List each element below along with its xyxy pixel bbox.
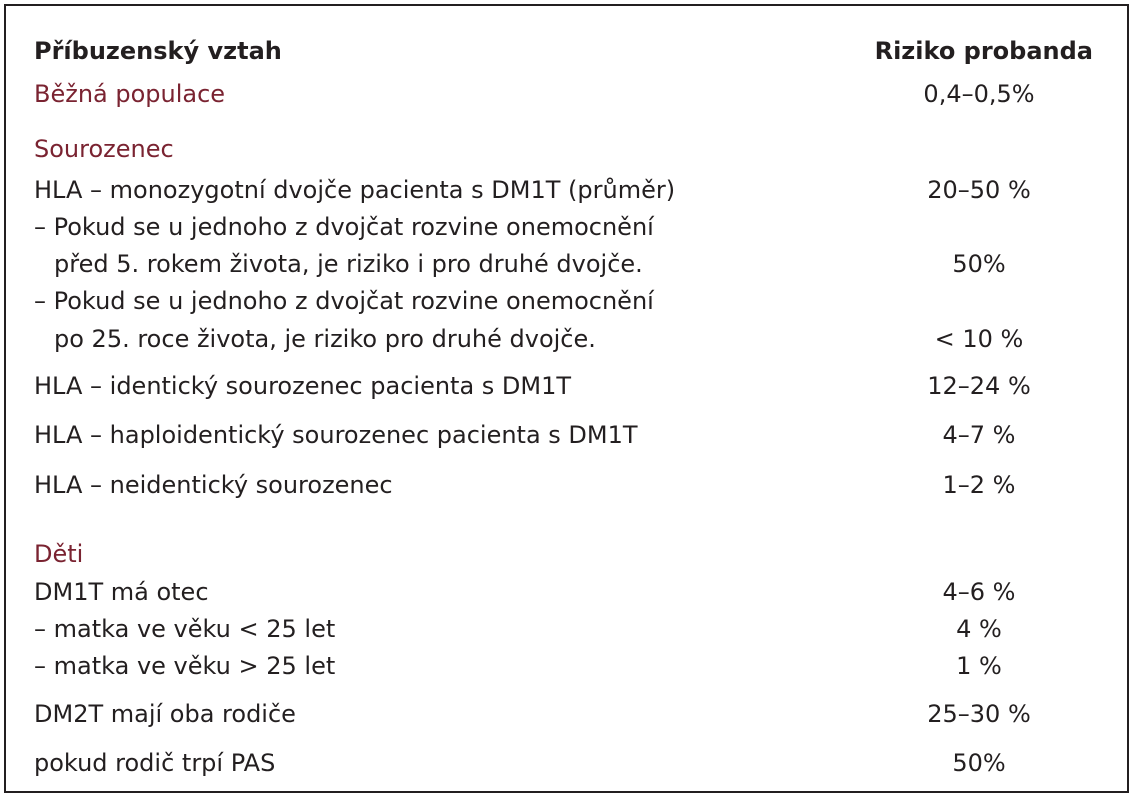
row-value: 25–30 %: [927, 700, 1031, 728]
section-label-siblings: Sourozenec: [34, 135, 174, 163]
row-label: HLA – identický sourozenec pacienta s DM1T: [34, 372, 572, 400]
table-row: [34, 244, 1099, 284]
row-value: < 10 %: [934, 325, 1024, 353]
row-value: 0,4–0,5%: [923, 80, 1035, 108]
row-value: 12–24 %: [927, 372, 1031, 400]
row-label: – matka ve věku > 25 let: [34, 652, 336, 680]
row-value: 20–50 %: [927, 176, 1031, 204]
row-label: HLA – haploidentický sourozenec pacienta s DM1T: [34, 421, 638, 449]
row-value: 4 %: [956, 615, 1002, 643]
table-row: [34, 207, 1099, 247]
row-value: 4–7 %: [942, 421, 1016, 449]
header-relation: Příbuzenský vztah: [34, 37, 282, 65]
section-children: [34, 534, 1099, 574]
section-label-children: Děti: [34, 540, 84, 568]
row-label: – Pokud se u jednoho z dvojčat rozvine onemocnění: [34, 213, 654, 241]
row-label: HLA – monozygotní dvojče pacienta s DM1T (průměr): [34, 176, 676, 204]
table-row: [34, 415, 1099, 455]
table-header: [34, 31, 1099, 71]
table-row: [34, 319, 1099, 359]
section-label-general: Běžná populace: [34, 80, 226, 108]
row-label: DM1T má otec: [34, 578, 209, 606]
table-row: [34, 170, 1099, 210]
row-label: pokud rodič trpí PAS: [34, 749, 276, 777]
row-label: před 5. rokem života, je riziko i pro druhé dvojče.: [54, 250, 643, 278]
table-frame: [4, 4, 1129, 793]
row-value: 1 %: [956, 652, 1002, 680]
row-label: – matka ve věku < 25 let: [34, 615, 336, 643]
section-siblings: [34, 129, 1099, 169]
table-row: [34, 609, 1099, 649]
table-row: [34, 366, 1099, 406]
row-value: 50%: [952, 749, 1006, 777]
row-value: 50%: [952, 250, 1006, 278]
row-general-population: [34, 74, 1099, 114]
table-row: [34, 281, 1099, 321]
header-risk: Riziko probanda: [874, 37, 1093, 65]
table-row: [34, 572, 1099, 612]
row-value: 1–2 %: [942, 471, 1016, 499]
table-row: [34, 465, 1099, 505]
row-label: po 25. roce života, je riziko pro druhé dvojče.: [54, 325, 596, 353]
row-label: DM2T mají oba rodiče: [34, 700, 296, 728]
row-label: HLA – neidentický sourozenec: [34, 471, 393, 499]
table-row: [34, 694, 1099, 734]
table-row: [34, 646, 1099, 686]
table-row: [34, 743, 1099, 783]
row-value: 4–6 %: [942, 578, 1016, 606]
row-label: – Pokud se u jednoho z dvojčat rozvine onemocnění: [34, 287, 654, 315]
